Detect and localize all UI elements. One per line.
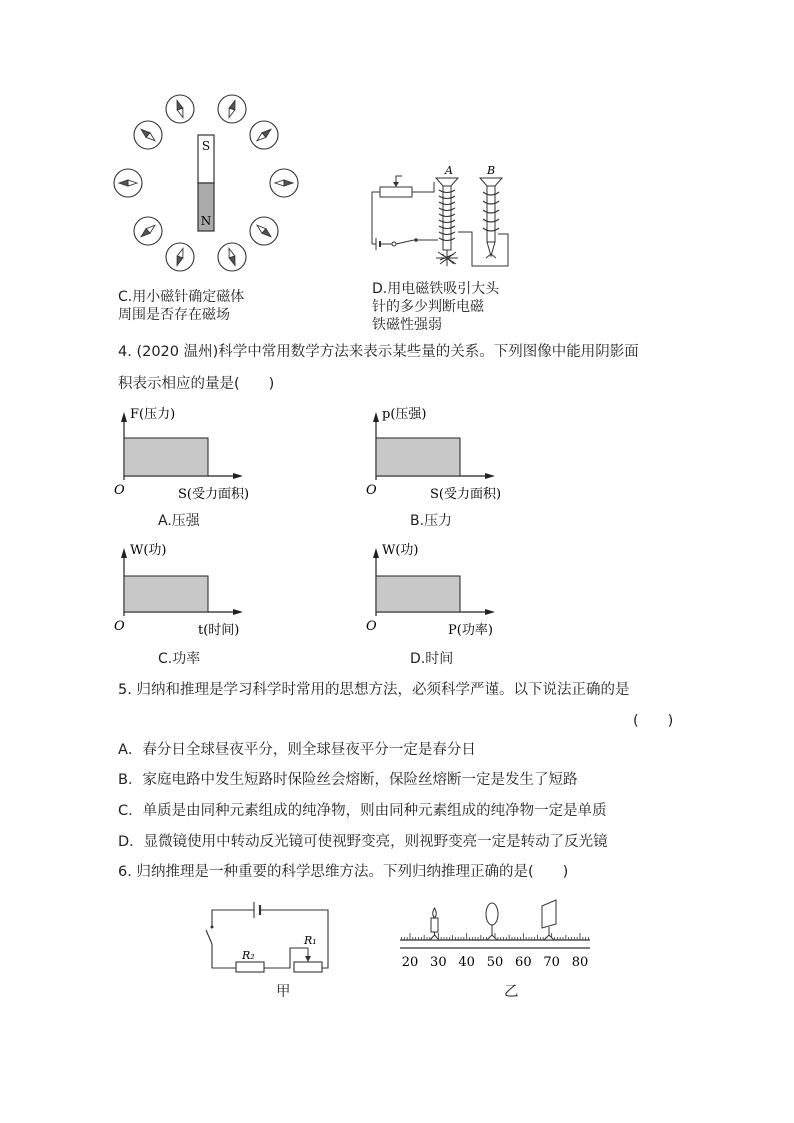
q6-stem: 6. 归纳推理是一种重要的科学思维方法。下列归纳推理正确的是( ) — [118, 864, 569, 880]
compass-icon — [250, 217, 278, 245]
q4-stem-line2: 积表示相应的量是( ) — [118, 376, 275, 392]
q5-option-b: B．家庭电路中发生短路时保险丝会熔断，保险丝熔断一定是发生了短路 — [118, 772, 578, 788]
switch — [206, 930, 212, 944]
graph-d-option: D.时间 — [410, 651, 454, 667]
compass-icon — [166, 95, 194, 123]
rheostat — [380, 187, 412, 197]
graph-d-y-label: W(功) — [382, 543, 419, 558]
pins-cluster — [436, 250, 458, 266]
electromagnet-figure — [362, 160, 522, 275]
graph-a-x-label: S(受力面积) — [178, 487, 250, 502]
q5-option-a: A．春分日全球昼夜平分，则全球昼夜平分一定是春分日 — [118, 742, 476, 758]
bench-tick-label: 50 — [486, 955, 504, 970]
bench-tick-label: 20 — [401, 955, 419, 970]
compass-icon — [218, 243, 246, 271]
circuit-caption: 甲 — [276, 984, 291, 1000]
magnet-n-label: N — [200, 214, 212, 228]
graph-d-origin: O — [366, 619, 377, 634]
graph-b — [362, 400, 582, 510]
figure-c-caption-line1: C.用小磁针确定磁体 — [118, 289, 245, 305]
figure-d-caption-line3: 铁磁性强弱 — [372, 317, 442, 333]
graph-c — [110, 536, 330, 646]
nail-b-label: B — [486, 164, 496, 177]
bench-caption: 乙 — [504, 984, 519, 1000]
resistor-r1 — [294, 962, 322, 972]
graph-b-x-label: S(受力面积) — [430, 487, 502, 502]
q5-option-c: C．单质是由同种元素组成的纯净物，则由同种元素组成的纯净物一定是单质 — [118, 803, 607, 819]
lens — [486, 903, 498, 940]
compass-icon — [270, 169, 298, 197]
compass-icon — [134, 217, 162, 245]
compass-icon — [134, 121, 162, 149]
compass-icon — [218, 95, 246, 123]
compass-icon — [250, 121, 278, 149]
graph-a-option: A.压强 — [158, 513, 200, 529]
bench-tick-label: 70 — [543, 955, 560, 970]
nail-a-label: A — [445, 164, 453, 177]
graph-c-y-label: W(功) — [130, 543, 167, 558]
graph-c-option: C.功率 — [158, 651, 201, 667]
bench-tick-label: 40 — [458, 955, 475, 970]
compass-icon — [166, 243, 194, 271]
graph-b-y-label: p(压强) — [382, 407, 427, 422]
graph-b-origin: O — [366, 483, 377, 498]
magnet-s-label: S — [201, 139, 211, 153]
q5-option-d: D．显微镜使用中转动反光镜可使视野变亮，则视野变亮一定是转动了反光镜 — [118, 834, 608, 850]
graph-c-origin: O — [114, 619, 125, 634]
optical-bench-figure — [394, 896, 594, 976]
candle — [430, 908, 439, 940]
r2-label: R₂ — [242, 949, 255, 962]
graph-a-origin: O — [114, 483, 125, 498]
graph-a-y-label: F(压力) — [130, 407, 176, 422]
graph-c-x-label: t(时间) — [198, 623, 240, 638]
magnet-compass-figure — [108, 90, 308, 280]
compass-icon — [114, 169, 142, 197]
circuit-figure — [198, 896, 338, 976]
bench-tick-label: 30 — [430, 955, 447, 970]
bench-tick-label: 80 — [571, 955, 589, 970]
r1-label: R₁ — [304, 934, 317, 947]
graph-d-x-label: P(功率) — [448, 623, 493, 638]
graph-b-option: B.压力 — [410, 513, 453, 529]
q5-stem: 5. 归纳和推理是学习科学时常用的思想方法，必须科学严谨。以下说法正确的是 — [118, 682, 630, 698]
bench-tick-label: 60 — [515, 955, 532, 970]
graph-a — [110, 400, 330, 510]
q5-answer-blank: ( ) — [633, 713, 674, 729]
q4-stem-line1: 4. (2020 温州)科学中常用数学方法来表示某些量的关系。下列图像中能用阴影面 — [118, 344, 639, 360]
resistor-r2 — [236, 962, 264, 972]
screen — [542, 900, 556, 940]
figure-c-caption-line2: 周围是否存在磁场 — [118, 307, 230, 323]
figure-d-caption-line1: D.用电磁铁吸引大头 — [372, 281, 500, 297]
figure-d-caption-line2: 针的多少判断电磁 — [372, 299, 484, 315]
graph-d — [362, 536, 582, 646]
